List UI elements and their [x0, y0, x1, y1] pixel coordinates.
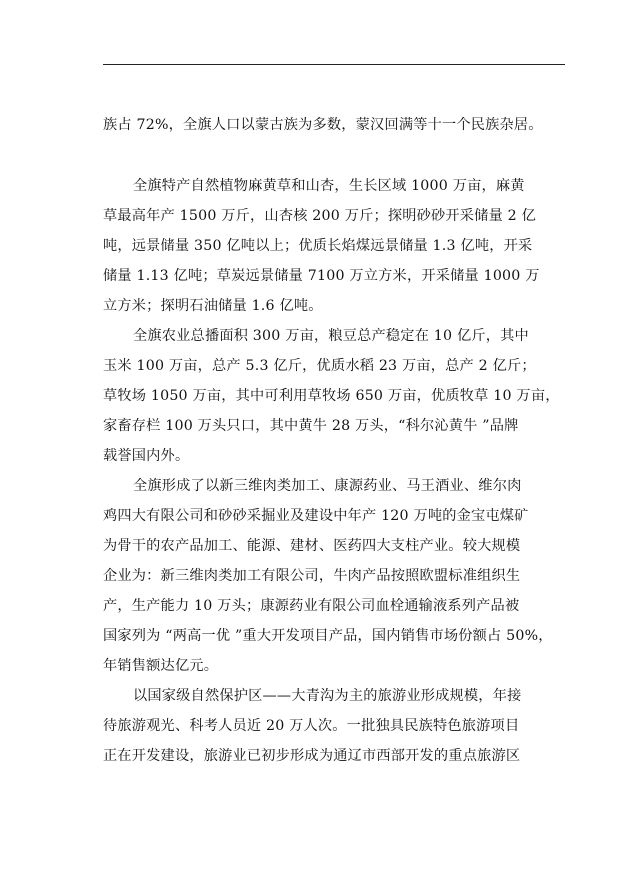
text-line-20: 待旅游观光、科考人员近 20 万人次。一批独具民族特色旅游项目 [103, 718, 520, 734]
text-line-17: 国家列为 “两高一优 ”重大开发项目产品，国内销售市场份额占 50%， [103, 628, 553, 644]
text-line-10: 家畜存栏 100 万头只口，其中黄牛 28 万头，“科尔沁黄牛 ”品牌 [103, 418, 519, 434]
header-rule [103, 64, 565, 65]
text-line-8: 玉米 100 万亩，总产 5.3 亿斤，优质水稻 23 万亩，总产 2 亿斤； [103, 358, 536, 374]
text-line-5: 储量 1.13 亿吨；草炭远景储量 7100 万立方米，开采储量 1000 万 [103, 268, 540, 284]
text-line-2: 全旗特产自然植物麻黄草和山杏，生长区域 1000 万亩，麻黄 [133, 178, 525, 194]
text-line-9: 草牧场 1050 万亩，其中可利用草牧场 650 万亩，优质牧草 10 万亩， [103, 388, 560, 404]
text-line-15: 企业为：新三维肉类加工有限公司，牛肉产品按照欧盟标准组织生 [103, 568, 521, 584]
text-line-6: 立方米；探明石油储量 1.6 亿吨。 [103, 298, 323, 314]
text-line-11: 载誉国内外。 [103, 448, 190, 464]
text-line-13: 鸡四大有限公司和砂砂采掘业及建设中年产 120 万吨的金宝屯煤矿 [103, 508, 529, 524]
text-line-12: 全旗形成了以新三维肉类加工、康源药业、马王酒业、维尔肉 [133, 478, 522, 494]
text-line-4: 吨，远景储量 350 亿吨以上；优质长焰煤远景储量 1.3 亿吨，开采 [103, 238, 533, 254]
text-line-16: 产，生产能力 10 万头；康源药业有限公司血栓通输液系列产品被 [103, 598, 520, 614]
text-line-1: 族占 72%，全旗人口以蒙古族为多数，蒙汉回满等十一个民族杂居。 [103, 117, 543, 133]
text-line-21: 正在开发建设，旅游业已初步形成为通辽市西部开发的重点旅游区 [103, 748, 521, 764]
text-line-7: 全旗农业总播面积 300 万亩，粮豆总产稳定在 10 亿斤，其中 [133, 328, 529, 344]
text-line-18: 年销售额达亿元。 [103, 658, 219, 674]
text-line-3: 草最高年产 1500 万斤，山杏核 200 万斤；探明砂砂开采储量 2 亿 [103, 208, 536, 224]
text-line-14: 为骨干的农产品加工、能源、建材、医药四大支柱产业。较大规模 [103, 538, 521, 554]
text-line-19: 以国家级自然保护区——大青沟为主的旅游业形成规模，年接 [133, 688, 522, 704]
